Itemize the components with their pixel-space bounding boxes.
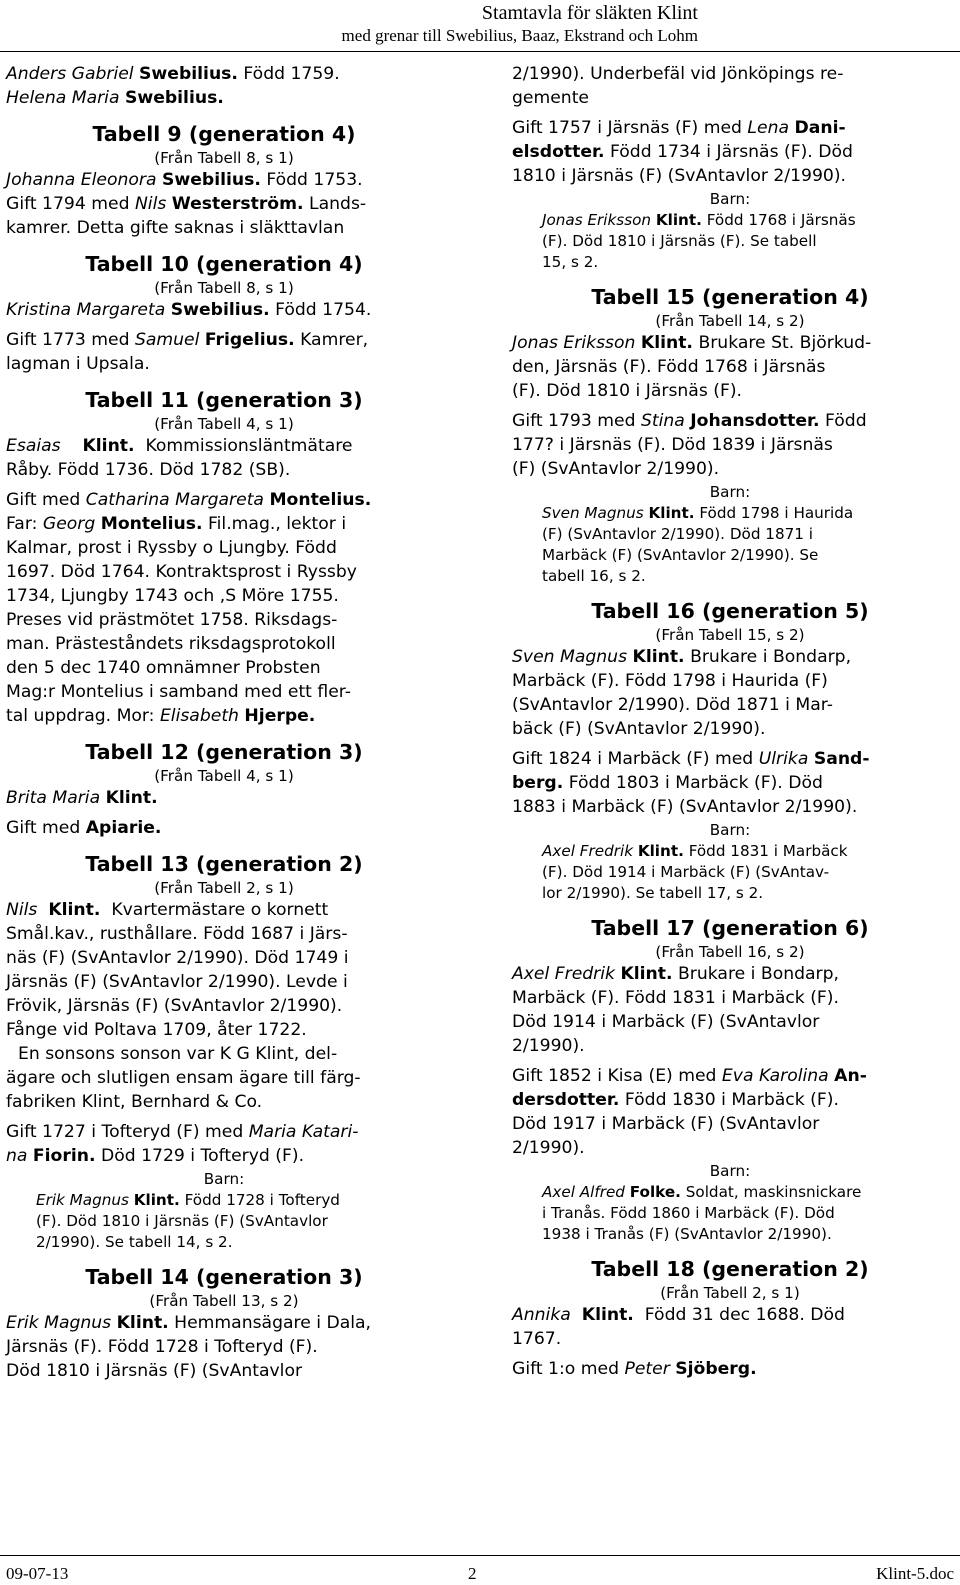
child-entry: (F). Död 1810 i Järsnäs (F) (SvAntavlor: [36, 1212, 328, 1230]
table-11-text: Gift med Catharina Margareta Montelius.: [6, 490, 372, 510]
table-15-text: Jonas Eriksson Klint. Brukare St. Björkud-: [512, 333, 872, 353]
table-11-text: tal uppdrag. Mor: Elisabeth Hjerpe.: [6, 706, 316, 726]
table-11-text: Far: Georg Montelius. Fil.mag., lektor i: [6, 514, 347, 534]
table-9-text: kamrer. Detta gifte saknas i släkttavlan: [6, 218, 345, 238]
page-footer: [0, 1555, 960, 1585]
table-17-text: dersdotter. Född 1830 i Marbäck (F).: [512, 1090, 839, 1110]
table-14-continued: gemente: [512, 88, 590, 108]
page-number: 2: [468, 1564, 477, 1583]
child-entry: lor 2/1990). Se tabell 17, s 2.: [542, 884, 764, 902]
table-11-text: 1734, Ljungby 1743 och ,S Möre 1755.: [6, 586, 339, 606]
child-entry: Axel Fredrik Klint. Född 1831 i Marbäck: [542, 842, 848, 860]
table-11-text: Mag:r Montelius i samband med ett fler-: [6, 682, 351, 702]
table-17-text: Gift 1852 i Kisa (E) med Eva Karolina An-: [512, 1066, 867, 1086]
table-11-source: (Från Tabell 4, s 1): [154, 415, 294, 433]
table-15-text: Gift 1793 med Stina Johansdotter. Född: [512, 411, 867, 431]
table-11-heading: Tabell 11 (generation 3): [85, 388, 363, 412]
child-entry: 1938 i Tranås (F) (SvAntavlor 2/1990).: [542, 1225, 832, 1243]
table-13-text: Frövik, Järsnäs (F) (SvAntavlor 2/1990).: [6, 996, 343, 1016]
table-12-text: Brita Maria Klint.: [6, 788, 158, 808]
children-label: Barn:: [709, 821, 751, 839]
table-13-text: En sonsons sonson var K G Klint, del-: [18, 1044, 338, 1064]
child-entry: (F). Död 1810 i Järsnäs (F). Se tabell: [542, 232, 817, 250]
table-12-heading: Tabell 12 (generation 3): [85, 740, 363, 764]
table-10-source: (Från Tabell 8, s 1): [154, 279, 294, 297]
table-13-text: näs (F) (SvAntavlor 2/1990). Död 1749 i: [6, 948, 349, 968]
table-17-source: (Från Tabell 16, s 2): [655, 943, 805, 961]
table-11-text: Preses vid prästmötet 1758. Riksdags-: [6, 610, 338, 630]
table-10-text: Kristina Margareta Swebilius. Född 1754.: [6, 300, 372, 320]
table-13-text: Smål.kav., rusthållare. Född 1687 i Järs-: [6, 924, 348, 944]
table-12-source: (Från Tabell 4, s 1): [154, 767, 294, 785]
table-16-text: (SvAntavlor 2/1990). Död 1871 i Mar-: [512, 695, 833, 715]
table-10-heading: Tabell 10 (generation 4): [85, 252, 363, 276]
footer-filename: Klint-5.doc: [876, 1564, 954, 1583]
table-16-text: Sven Magnus Klint. Brukare i Bondarp,: [512, 647, 852, 667]
table-18-text: 1767.: [512, 1329, 562, 1349]
table-9-text: Johanna Eleonora Swebilius. Född 1753.: [6, 170, 363, 190]
table-11-text: den 5 dec 1740 omnämner Probsten: [6, 658, 321, 678]
table-10-text: Gift 1773 med Samuel Frigelius. Kamrer,: [6, 330, 369, 350]
children-label: Barn:: [203, 1170, 245, 1188]
table-13-text: Gift 1727 i Tofteryd (F) med Maria Katari-: [6, 1122, 359, 1142]
entry-anders: Anders Gabriel Swebilius. Född 1759.: [6, 64, 340, 84]
right-column: [512, 62, 948, 1381]
table-16-text: berg. Född 1803 i Marbäck (F). Död: [512, 773, 823, 793]
table-16-text: Marbäck (F). Född 1798 i Haurida (F): [512, 671, 828, 691]
child-entry: i Tranås. Född 1860 i Marbäck (F). Död: [542, 1204, 835, 1222]
table-13-heading: Tabell 13 (generation 2): [85, 852, 363, 876]
child-entry: 15, s 2.: [542, 253, 599, 271]
footer-date: 09-07-13: [6, 1564, 69, 1583]
table-12-text: Gift med Apiarie.: [6, 818, 162, 838]
child-entry: Sven Magnus Klint. Född 1798 i Haurida: [542, 504, 854, 522]
table-13-text: fabriken Klint, Bernhard & Co.: [6, 1092, 263, 1112]
child-entry: Axel Alfred Folke. Soldat, maskinsnickare: [542, 1183, 862, 1201]
table-17-text: Död 1917 i Marbäck (F) (SvAntavlor: [512, 1114, 820, 1134]
table-17-text: 2/1990).: [512, 1036, 585, 1056]
table-9-text: Gift 1794 med Nils Westerström. Lands-: [6, 194, 367, 214]
table-11-text: Råby. Född 1736. Död 1782 (SB).: [6, 460, 291, 480]
table-16-text: bäck (F) (SvAntavlor 2/1990).: [512, 719, 766, 739]
table-16-text: 1883 i Marbäck (F) (SvAntavlor 2/1990).: [512, 797, 858, 817]
children-label: Barn:: [709, 1162, 751, 1180]
child-entry: tabell 16, s 2.: [542, 567, 646, 585]
table-13-text: Järsnäs (F) (SvAntavlor 2/1990). Levde i: [6, 972, 348, 992]
table-14-heading: Tabell 14 (generation 3): [85, 1265, 363, 1289]
table-15-text: (F) (SvAntavlor 2/1990).: [512, 459, 720, 479]
table-11-text: Esaias Klint. Kommissionsläntmätare: [6, 436, 353, 456]
child-entry: (F). Död 1914 i Marbäck (F) (SvAntav-: [542, 863, 830, 881]
table-13-text: Nils Klint. Kvartermästare o kornett: [6, 900, 329, 920]
table-13-text: Fånge vid Poltava 1709, åter 1722.: [6, 1020, 307, 1040]
table-11-text: Kalmar, prost i Ryssby o Ljungby. Född: [6, 538, 337, 558]
table-15-source: (Från Tabell 14, s 2): [655, 312, 805, 330]
table-18-heading: Tabell 18 (generation 2): [591, 1257, 869, 1281]
table-16-text: Gift 1824 i Marbäck (F) med Ulrika Sand-: [512, 749, 870, 769]
table-17-text: Axel Fredrik Klint. Brukare i Bondarp,: [512, 964, 839, 984]
entry-helena: Helena Maria Swebilius.: [6, 88, 224, 108]
child-entry: 2/1990). Se tabell 14, s 2.: [36, 1233, 233, 1251]
table-15-text: den, Järsnäs (F). Född 1768 i Järsnäs: [512, 357, 826, 377]
table-14-continued: elsdotter. Född 1734 i Järsnäs (F). Död: [512, 142, 853, 162]
table-15-text: 177? i Järsnäs (F). Död 1839 i Järsnäs: [512, 435, 833, 455]
table-14-continued: 1810 i Järsnäs (F) (SvAntavlor 2/1990).: [512, 166, 847, 186]
table-16-source: (Från Tabell 15, s 2): [655, 626, 805, 644]
child-entry: Jonas Eriksson Klint. Född 1768 i Järsnäs: [542, 211, 856, 229]
table-13-text: na Fiorin. Död 1729 i Tofteryd (F).: [6, 1146, 305, 1166]
table-17-text: Marbäck (F). Född 1831 i Marbäck (F).: [512, 988, 839, 1008]
table-10-text: lagman i Upsala.: [6, 354, 150, 374]
child-entry: (F) (SvAntavlor 2/1990). Död 1871 i: [542, 525, 813, 543]
table-16-heading: Tabell 16 (generation 5): [591, 599, 869, 623]
table-14-continued: Gift 1757 i Järsnäs (F) med Lena Dani-: [512, 118, 846, 138]
children-label: Barn:: [709, 190, 751, 208]
table-14-text: Järsnäs (F). Född 1728 i Tofteryd (F).: [6, 1337, 318, 1357]
child-entry: Erik Magnus Klint. Född 1728 i Tofteryd: [36, 1191, 340, 1209]
child-entry: Marbäck (F) (SvAntavlor 2/1990). Se: [542, 546, 819, 564]
table-17-text: 2/1990).: [512, 1138, 585, 1158]
table-14-text: Död 1810 i Järsnäs (F) (SvAntavlor: [6, 1361, 303, 1381]
table-17-heading: Tabell 17 (generation 6): [591, 916, 869, 940]
table-15-text: (F). Död 1810 i Järsnäs (F).: [512, 381, 743, 401]
table-14-continued: 2/1990). Underbefäl vid Jönköpings re-: [512, 64, 844, 84]
children-label: Barn:: [709, 483, 751, 501]
table-15-heading: Tabell 15 (generation 4): [591, 285, 869, 309]
table-9-heading: Tabell 9 (generation 4): [92, 122, 356, 146]
table-14-text: Erik Magnus Klint. Hemmansägare i Dala,: [6, 1313, 372, 1333]
table-17-text: Död 1914 i Marbäck (F) (SvAntavlor: [512, 1012, 820, 1032]
table-18-source: (Från Tabell 2, s 1): [660, 1284, 800, 1302]
page-header: [0, 0, 960, 52]
document-subtitle: med grenar till Swebilius, Baaz, Ekstrand och Lohm: [341, 26, 698, 45]
table-18-text: Gift 1:o med Peter Sjöberg.: [512, 1359, 757, 1379]
table-11-text: man. Prästeståndets riksdagsprotokoll: [6, 634, 336, 654]
table-18-text: Annika Klint. Född 31 dec 1688. Död: [512, 1305, 845, 1325]
table-13-text: ägare och slutligen ensam ägare till färg-: [6, 1068, 361, 1088]
table-11-text: 1697. Död 1764. Kontraktsprost i Ryssby: [6, 562, 357, 582]
document-title: Stamtavla för släkten Klint: [481, 2, 698, 24]
left-column: [6, 62, 442, 1383]
table-14-source: (Från Tabell 13, s 2): [149, 1292, 299, 1310]
table-13-source: (Från Tabell 2, s 1): [154, 879, 294, 897]
table-9-source: (Från Tabell 8, s 1): [154, 149, 294, 167]
